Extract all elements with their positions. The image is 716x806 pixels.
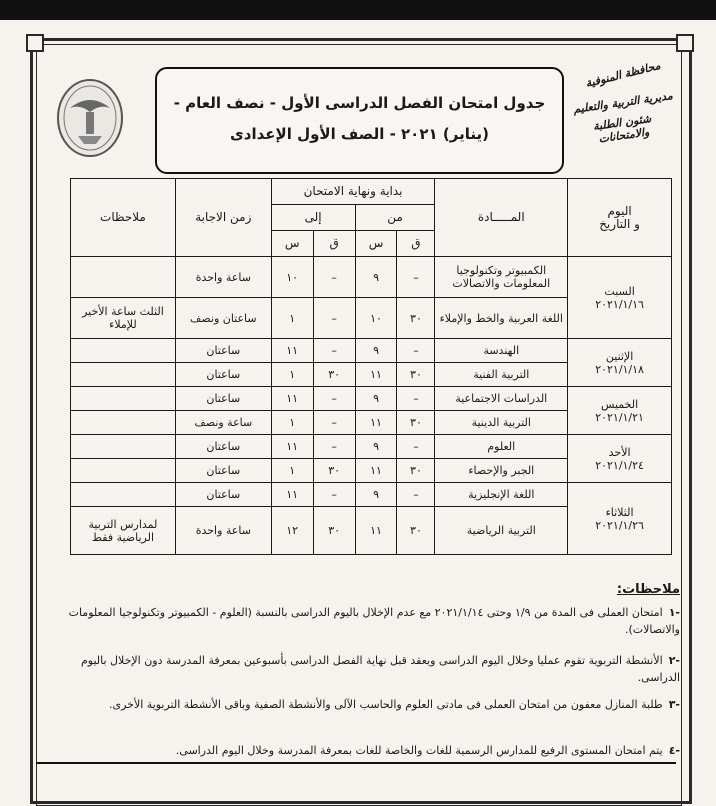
note-cell: [71, 339, 176, 363]
table-row: [71, 435, 672, 459]
subject-cell: الكمبيوتر وتكنولوجيا المعلومات والاتصالات: [435, 257, 568, 298]
from-minutes-cell: ٣٠: [397, 363, 435, 387]
to-hours-header: س: [271, 231, 313, 257]
day-name: الخميس: [600, 397, 639, 411]
note-cell: [71, 257, 176, 298]
duration-cell: ساعتان: [175, 483, 271, 507]
notes-heading: ملاحظات:: [616, 582, 680, 597]
from-minutes-cell: –: [397, 483, 435, 507]
day-cell: [568, 435, 672, 483]
subject-cell: التربية الدينية: [435, 411, 568, 435]
to-hours-cell: ١: [271, 459, 313, 483]
to-minutes-header: ق: [313, 231, 355, 257]
to-minutes-cell: –: [313, 298, 355, 339]
from-hours-cell: ١١: [355, 411, 397, 435]
from-hours-cell: ١١: [355, 507, 397, 555]
day-cell: [568, 387, 672, 435]
subject-cell: الهندسة: [435, 339, 568, 363]
to-hours-cell: ١١: [271, 387, 313, 411]
to-hours-cell: ١٠: [271, 257, 313, 298]
to-hours-cell: ١١: [271, 339, 313, 363]
subject-header: المـــــادة: [435, 179, 568, 257]
duration-cell: ساعتان: [175, 459, 271, 483]
note-number: -١: [668, 606, 680, 619]
note-number: -٣: [668, 698, 680, 711]
title-box: [155, 67, 564, 174]
subject-cell: اللغة العربية والخط والإملاء: [435, 298, 568, 339]
to-minutes-cell: –: [313, 339, 355, 363]
table-row: [71, 339, 672, 363]
to-hours-cell: ١: [271, 298, 313, 339]
from-hours-cell: ١٠: [355, 298, 397, 339]
duration-header: زمن الاجابة: [175, 179, 271, 257]
day-date: ٢٠٢١/١/١٦: [595, 297, 644, 311]
to-hours-cell: ١١: [271, 483, 313, 507]
header-row: [71, 179, 672, 205]
to-hours-cell: ١١: [271, 435, 313, 459]
from-minutes-cell: ٣٠: [397, 411, 435, 435]
directorate-header: [568, 58, 678, 156]
to-minutes-cell: –: [313, 483, 355, 507]
table-row: [71, 387, 672, 411]
day-date: ٢٠٢١/١/١٨: [595, 362, 644, 376]
day-date-header: [568, 179, 672, 257]
from-minutes-cell: ٣٠: [397, 298, 435, 339]
notes-header: ملاحظات: [71, 179, 176, 257]
subject-cell: التربية الفنية: [435, 363, 568, 387]
directorate-name: مديرية التربية والتعليم: [572, 89, 674, 116]
exam-schedule-table: [70, 178, 672, 555]
department-name: شئون الطلبة والامتحانات: [592, 112, 652, 146]
date-header: و التاريخ: [599, 216, 640, 231]
from-minutes-cell: ٣٠: [397, 507, 435, 555]
governorate-name: محافظة المنوفية: [584, 58, 662, 91]
day-date: ٢٠٢١/١/٢٦: [595, 518, 644, 532]
bottom-rule: [36, 762, 676, 764]
duration-cell: ساعتان: [175, 363, 271, 387]
from-hours-header: س: [355, 231, 397, 257]
subject-cell: اللغة الإنجليزية: [435, 483, 568, 507]
from-hours-cell: ٩: [355, 339, 397, 363]
note-text: طلبة المنازل معفون من امتحان العملى فى مادتى العلوم والحاسب الآلى والأنشطة الصفية وباقى الأنشطة التربوية الأخرى.: [108, 698, 663, 711]
duration-cell: ساعة واحدة: [175, 507, 271, 555]
table-row: [71, 257, 672, 298]
from-hours-cell: ١١: [355, 363, 397, 387]
note-text: يتم امتحان المستوى الرفيع للمدارس الرسمية للغات والخاصة للغات بمعرفة المدرسة وخلال اليوم الدراسى.: [175, 744, 663, 757]
subject-cell: الدراسات الاجتماعية: [435, 387, 568, 411]
day-cell: [568, 339, 672, 387]
note-number: -٤: [668, 744, 680, 757]
note-item: [40, 742, 680, 759]
note-text: الأنشطة التربوية تقوم عمليا وخلال اليوم الدراسى ويعقد قبل نهاية الفصل الدراسى بأسبوعين بمعرفة المدرسة دون الإخلال باليوم الدراسى.: [80, 654, 680, 684]
day-header: اليوم: [607, 203, 632, 218]
subject-cell: الجبر والإحصاء: [435, 459, 568, 483]
duration-cell: ساعة ونصف: [175, 411, 271, 435]
from-minutes-cell: ٣٠: [397, 459, 435, 483]
ministry-emblem-icon: [56, 78, 124, 158]
from-header: من: [355, 205, 435, 231]
from-minutes-cell: –: [397, 257, 435, 298]
from-hours-cell: ١١: [355, 459, 397, 483]
note-item: [40, 604, 680, 638]
from-minutes-header: ق: [397, 231, 435, 257]
table-row: [71, 483, 672, 507]
from-hours-cell: ٩: [355, 387, 397, 411]
note-cell: [71, 363, 176, 387]
from-hours-cell: ٩: [355, 483, 397, 507]
from-hours-cell: ٩: [355, 257, 397, 298]
to-minutes-cell: ٣٠: [313, 363, 355, 387]
subject-cell: التربية الرياضية: [435, 507, 568, 555]
title-line-1: جدول امتحان الفصل الدراسى الأول - نصف العام -: [173, 94, 546, 112]
note-cell: [71, 483, 176, 507]
day-cell: [568, 483, 672, 555]
day-name: الإثنين: [605, 349, 634, 363]
to-hours-cell: ١: [271, 411, 313, 435]
duration-cell: ساعتان: [175, 339, 271, 363]
day-cell: [568, 257, 672, 339]
subject-cell: العلوم: [435, 435, 568, 459]
duration-cell: ساعة واحدة: [175, 257, 271, 298]
note-cell: لمدارس التربية الرياضية فقط: [71, 507, 176, 555]
note-cell: الثلث ساعة الأخير للإملاء: [71, 298, 176, 339]
to-minutes-cell: –: [313, 411, 355, 435]
day-name: الأحد: [608, 445, 631, 459]
note-item: [40, 696, 680, 713]
to-minutes-cell: –: [313, 257, 355, 298]
duration-cell: ساعتان ونصف: [175, 298, 271, 339]
note-item: [40, 652, 680, 686]
to-hours-cell: ١٢: [271, 507, 313, 555]
to-minutes-cell: –: [313, 387, 355, 411]
to-minutes-cell: ٣٠: [313, 459, 355, 483]
day-date: ٢٠٢١/١/٢٤: [595, 458, 644, 472]
day-date: ٢٠٢١/١/٢١: [595, 410, 644, 424]
note-text: امتحان العملى فى المدة من ١/٩ وحتى ٢٠٢١/١/١٤ مع عدم الإخلال باليوم الدراسى بالنسبة (العلوم - الكمبيوتر وتكنولوجيا المعلومات والاتصالات).: [68, 606, 680, 636]
duration-cell: ساعتان: [175, 435, 271, 459]
from-hours-cell: ٩: [355, 435, 397, 459]
note-number: -٢: [668, 654, 680, 667]
border-corner-ornament: [676, 34, 694, 52]
title-line-2: (يناير) ٢٠٢١ - الصف الأول الإعدادى: [230, 125, 489, 143]
from-minutes-cell: –: [397, 435, 435, 459]
day-name: السبت: [604, 284, 635, 298]
border-corner-ornament: [26, 34, 44, 52]
from-minutes-cell: –: [397, 387, 435, 411]
to-header: إلى: [271, 205, 355, 231]
start-end-header: بداية ونهاية الامتحان: [271, 179, 435, 205]
to-minutes-cell: ٣٠: [313, 507, 355, 555]
day-name: الثلاثاء: [605, 505, 634, 519]
note-cell: [71, 435, 176, 459]
top-dark-bar: [0, 0, 716, 20]
note-cell: [71, 459, 176, 483]
from-minutes-cell: –: [397, 339, 435, 363]
to-minutes-cell: –: [313, 435, 355, 459]
note-cell: [71, 387, 176, 411]
to-hours-cell: ١: [271, 363, 313, 387]
duration-cell: ساعتان: [175, 387, 271, 411]
note-cell: [71, 411, 176, 435]
